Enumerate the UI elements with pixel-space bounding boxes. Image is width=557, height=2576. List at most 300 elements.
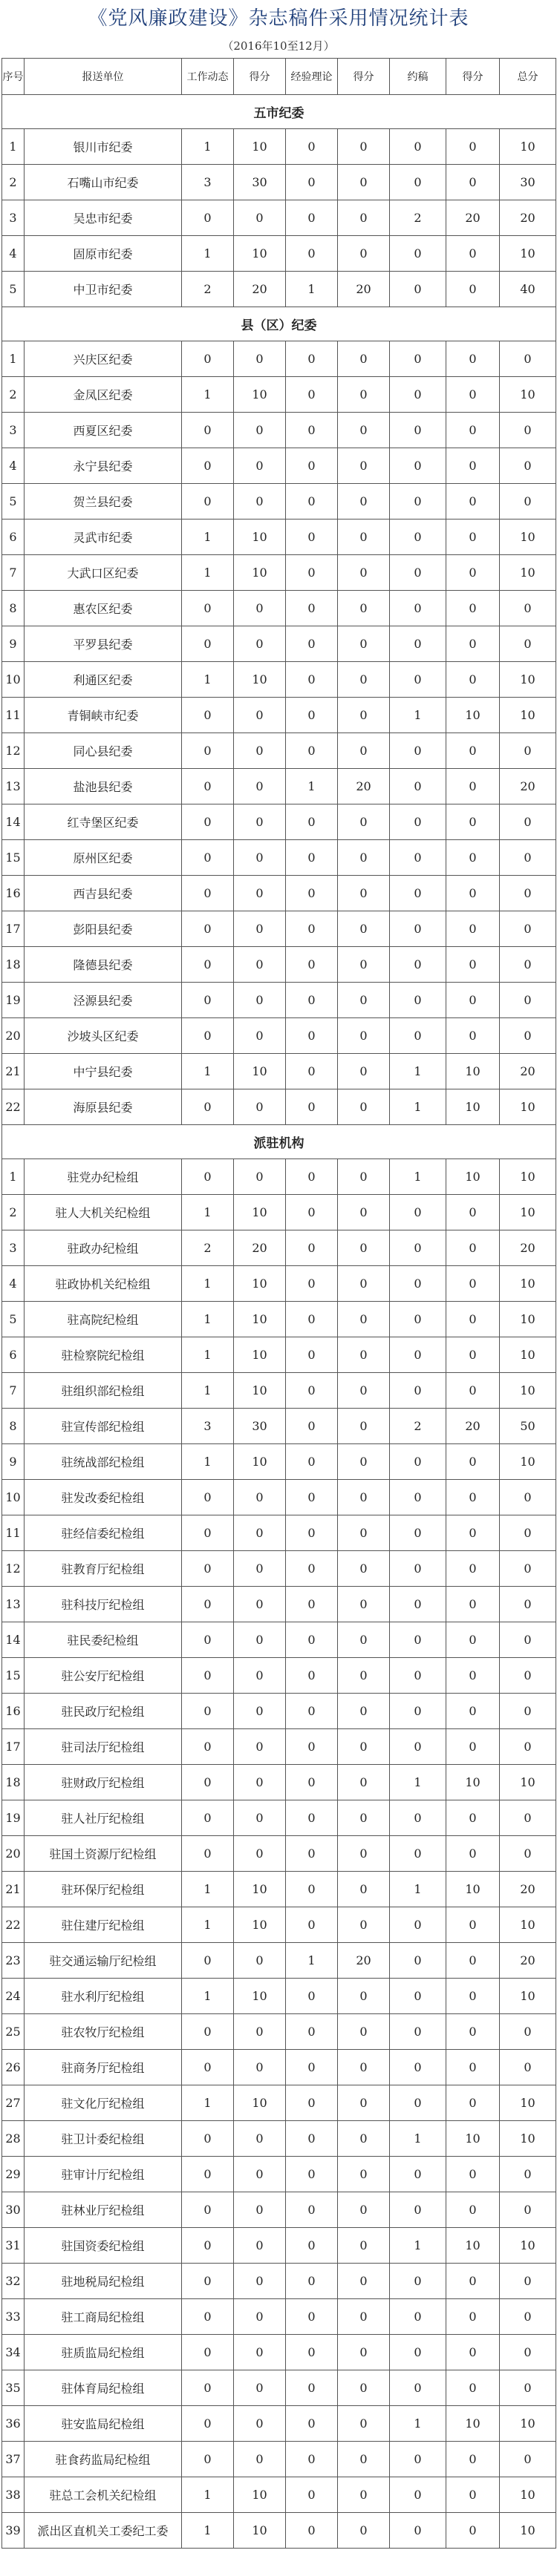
row-index: 1 — [2, 129, 25, 165]
row-score-1: 10 — [234, 2477, 286, 2513]
table-row — [2, 448, 556, 484]
row-total: 20 — [500, 769, 556, 804]
row-score-3: 0 — [446, 1444, 500, 1480]
table-row — [2, 1230, 556, 1266]
row-commissioned: 0 — [390, 1018, 446, 1054]
row-score-2: 0 — [338, 911, 390, 947]
row-index: 21 — [2, 1054, 25, 1089]
row-score-2: 0 — [338, 2192, 390, 2228]
row-total: 0 — [500, 2370, 556, 2406]
row-commissioned: 0 — [390, 2157, 446, 2192]
row-work-news: 2 — [182, 272, 234, 307]
row-commissioned: 0 — [390, 1907, 446, 1943]
row-theory: 0 — [286, 1872, 338, 1907]
row-total: 10 — [500, 555, 556, 591]
row-unit: 驻发改委纪检组 — [25, 1480, 182, 1515]
row-score-2: 0 — [338, 2121, 390, 2157]
row-index: 20 — [2, 1018, 25, 1054]
row-index: 6 — [2, 520, 25, 555]
row-unit: 驻检察院纪检组 — [25, 1337, 182, 1373]
row-theory: 0 — [286, 129, 338, 165]
row-index: 26 — [2, 2050, 25, 2085]
row-score-1: 0 — [234, 1765, 286, 1800]
row-theory: 0 — [286, 1480, 338, 1515]
row-commissioned: 0 — [390, 662, 446, 698]
table-row — [2, 1409, 556, 1444]
row-index: 33 — [2, 2299, 25, 2335]
row-total: 0 — [500, 1480, 556, 1515]
row-score-3: 0 — [446, 2335, 500, 2370]
row-score-1: 0 — [234, 1159, 286, 1195]
row-commissioned: 0 — [390, 236, 446, 272]
row-total: 10 — [500, 377, 556, 413]
row-index: 5 — [2, 272, 25, 307]
row-score-2: 0 — [338, 2477, 390, 2513]
row-index: 29 — [2, 2157, 25, 2192]
table-row — [2, 377, 556, 413]
row-score-2: 0 — [338, 377, 390, 413]
row-score-1: 0 — [234, 2370, 286, 2406]
row-score-2: 0 — [338, 2513, 390, 2549]
row-index: 22 — [2, 1089, 25, 1125]
table-row — [2, 840, 556, 876]
row-theory: 0 — [286, 698, 338, 733]
row-theory: 0 — [286, 1658, 338, 1694]
row-commissioned: 0 — [390, 1622, 446, 1658]
table-row — [2, 1195, 556, 1230]
row-commissioned: 1 — [390, 1872, 446, 1907]
row-theory: 0 — [286, 2085, 338, 2121]
row-score-1: 0 — [234, 200, 286, 236]
row-work-news: 0 — [182, 2014, 234, 2050]
row-score-1: 0 — [234, 2264, 286, 2299]
row-index: 13 — [2, 1587, 25, 1622]
row-score-2: 0 — [338, 1694, 390, 1729]
row-unit: 永宁县纪委 — [25, 448, 182, 484]
row-score-3: 0 — [446, 2014, 500, 2050]
row-unit: 驻农牧厅纪检组 — [25, 2014, 182, 2050]
row-theory: 0 — [286, 1729, 338, 1765]
table-row — [2, 1907, 556, 1943]
row-score-3: 0 — [446, 448, 500, 484]
row-work-news: 1 — [182, 555, 234, 591]
row-total: 20 — [500, 1943, 556, 1979]
col-header-theory: 经验理论 — [286, 59, 338, 95]
row-theory: 0 — [286, 1054, 338, 1089]
table-row — [2, 1515, 556, 1551]
row-score-3: 10 — [446, 1089, 500, 1125]
row-score-3: 0 — [446, 840, 500, 876]
stats-table — [1, 58, 556, 2549]
row-score-1: 10 — [234, 2513, 286, 2549]
row-theory: 0 — [286, 1444, 338, 1480]
row-score-1: 10 — [234, 1054, 286, 1089]
row-commissioned: 0 — [390, 2085, 446, 2121]
row-theory: 0 — [286, 1266, 338, 1302]
row-index: 25 — [2, 2014, 25, 2050]
row-score-3: 10 — [446, 1872, 500, 1907]
row-score-3: 0 — [446, 591, 500, 626]
row-work-news: 0 — [182, 804, 234, 840]
row-score-1: 10 — [234, 236, 286, 272]
row-theory: 0 — [286, 448, 338, 484]
date-range-subtitle: （2016年10至12月） — [222, 39, 335, 53]
row-score-3: 10 — [446, 2406, 500, 2442]
row-index: 4 — [2, 1266, 25, 1302]
table-row — [2, 662, 556, 698]
row-commissioned: 0 — [390, 1373, 446, 1409]
row-commissioned: 0 — [390, 129, 446, 165]
row-unit: 驻国资委纪检组 — [25, 2228, 182, 2264]
row-work-news: 0 — [182, 1622, 234, 1658]
row-commissioned: 0 — [390, 2477, 446, 2513]
row-theory: 0 — [286, 1018, 338, 1054]
row-work-news: 1 — [182, 129, 234, 165]
row-total: 10 — [500, 2121, 556, 2157]
row-unit: 驻住建厅纪检组 — [25, 1907, 182, 1943]
col-header-score-2: 得分 — [338, 59, 390, 95]
row-score-2: 0 — [338, 1587, 390, 1622]
row-score-3: 0 — [446, 129, 500, 165]
row-commissioned: 0 — [390, 1694, 446, 1729]
row-total: 0 — [500, 2299, 556, 2335]
row-score-2: 0 — [338, 2264, 390, 2299]
row-work-news: 3 — [182, 165, 234, 200]
row-unit: 驻质监局纪检组 — [25, 2335, 182, 2370]
row-score-2: 0 — [338, 876, 390, 911]
row-total: 0 — [500, 804, 556, 840]
row-score-1: 10 — [234, 1302, 286, 1337]
row-unit: 驻经信委纪检组 — [25, 1515, 182, 1551]
row-total: 0 — [500, 484, 556, 520]
row-score-1: 0 — [234, 1943, 286, 1979]
row-work-news: 0 — [182, 2335, 234, 2370]
row-score-2: 0 — [338, 1018, 390, 1054]
row-theory: 0 — [286, 1089, 338, 1125]
row-index: 2 — [2, 377, 25, 413]
row-commissioned: 0 — [390, 1979, 446, 2014]
col-header-score-3: 得分 — [446, 59, 500, 95]
row-score-2: 0 — [338, 2157, 390, 2192]
row-commissioned: 0 — [390, 1836, 446, 1872]
row-total: 10 — [500, 2406, 556, 2442]
row-score-3: 0 — [446, 1230, 500, 1266]
row-commissioned: 0 — [390, 769, 446, 804]
row-unit: 红寺堡区纪委 — [25, 804, 182, 840]
row-total: 10 — [500, 1302, 556, 1337]
row-total: 0 — [500, 1800, 556, 1836]
table-row — [2, 555, 556, 591]
row-unit: 驻统战部纪检组 — [25, 1444, 182, 1480]
row-work-news: 0 — [182, 733, 234, 769]
row-score-1: 0 — [234, 1729, 286, 1765]
col-header-total: 总分 — [500, 59, 556, 95]
row-work-news: 1 — [182, 1195, 234, 1230]
row-index: 7 — [2, 1373, 25, 1409]
row-index: 5 — [2, 1302, 25, 1337]
row-commissioned: 1 — [390, 1089, 446, 1125]
row-theory: 0 — [286, 555, 338, 591]
row-commissioned: 0 — [390, 1337, 446, 1373]
row-total: 0 — [500, 1836, 556, 1872]
row-score-2: 0 — [338, 2370, 390, 2406]
row-commissioned: 1 — [390, 2406, 446, 2442]
table-row — [2, 2335, 556, 2370]
row-score-2: 0 — [338, 2335, 390, 2370]
table-row — [2, 165, 556, 200]
col-header-unit: 报送单位 — [25, 59, 182, 95]
row-unit: 驻水利厅纪检组 — [25, 1979, 182, 2014]
row-unit: 彭阳县纪委 — [25, 911, 182, 947]
row-score-3: 10 — [446, 1054, 500, 1089]
row-commissioned: 0 — [390, 1444, 446, 1480]
row-score-2: 0 — [338, 520, 390, 555]
row-theory: 0 — [286, 484, 338, 520]
row-theory: 0 — [286, 1622, 338, 1658]
row-total: 0 — [500, 591, 556, 626]
row-score-3: 0 — [446, 1729, 500, 1765]
row-score-1: 0 — [234, 626, 286, 662]
row-unit: 同心县纪委 — [25, 733, 182, 769]
row-work-news: 0 — [182, 1089, 234, 1125]
row-theory: 0 — [286, 2121, 338, 2157]
row-theory: 0 — [286, 1587, 338, 1622]
row-unit: 驻商务厅纪检组 — [25, 2050, 182, 2085]
table-row — [2, 2442, 556, 2477]
row-theory: 0 — [286, 2157, 338, 2192]
row-unit: 驻地税局纪检组 — [25, 2264, 182, 2299]
row-commissioned: 1 — [390, 2121, 446, 2157]
row-unit: 驻安监局纪检组 — [25, 2406, 182, 2442]
table-row — [2, 1694, 556, 1729]
row-commissioned: 2 — [390, 200, 446, 236]
row-score-1: 30 — [234, 165, 286, 200]
row-score-2: 0 — [338, 1409, 390, 1444]
row-index: 3 — [2, 413, 25, 448]
row-theory: 0 — [286, 1373, 338, 1409]
row-total: 10 — [500, 1159, 556, 1195]
row-score-3: 0 — [446, 1836, 500, 1872]
row-score-1: 0 — [234, 1800, 286, 1836]
row-work-news: 1 — [182, 2477, 234, 2513]
row-score-2: 0 — [338, 983, 390, 1018]
row-index: 30 — [2, 2192, 25, 2228]
col-header-commissioned: 约稿 — [390, 59, 446, 95]
row-commissioned: 0 — [390, 2442, 446, 2477]
row-unit: 驻总工会机关纪检组 — [25, 2477, 182, 2513]
row-score-2: 0 — [338, 1622, 390, 1658]
row-theory: 0 — [286, 1409, 338, 1444]
table-row — [2, 1872, 556, 1907]
row-total: 10 — [500, 2513, 556, 2549]
row-score-2: 0 — [338, 2406, 390, 2442]
row-unit: 灵武市纪委 — [25, 520, 182, 555]
row-score-3: 0 — [446, 662, 500, 698]
row-score-3: 0 — [446, 2477, 500, 2513]
row-score-2: 0 — [338, 200, 390, 236]
row-work-news: 0 — [182, 983, 234, 1018]
row-unit: 驻教育厅纪检组 — [25, 1551, 182, 1587]
row-score-2: 0 — [338, 1872, 390, 1907]
row-total: 0 — [500, 341, 556, 377]
row-score-2: 0 — [338, 2442, 390, 2477]
row-commissioned: 1 — [390, 2228, 446, 2264]
row-unit: 驻人大机关纪检组 — [25, 1195, 182, 1230]
row-theory: 1 — [286, 1943, 338, 1979]
row-score-1: 0 — [234, 911, 286, 947]
row-commissioned: 0 — [390, 1551, 446, 1587]
table-row — [2, 1337, 556, 1373]
row-score-3: 0 — [446, 2264, 500, 2299]
row-total: 0 — [500, 733, 556, 769]
row-score-3: 0 — [446, 1302, 500, 1337]
row-unit: 驻交通运输厅纪检组 — [25, 1943, 182, 1979]
row-unit: 驻文化厅纪检组 — [25, 2085, 182, 2121]
row-commissioned: 1 — [390, 1159, 446, 1195]
row-theory: 1 — [286, 769, 338, 804]
row-score-3: 10 — [446, 1765, 500, 1800]
row-score-1: 10 — [234, 1195, 286, 1230]
row-score-2: 0 — [338, 1515, 390, 1551]
row-theory: 0 — [286, 1230, 338, 1266]
row-unit: 金凤区纪委 — [25, 377, 182, 413]
row-score-1: 0 — [234, 2299, 286, 2335]
row-theory: 0 — [286, 413, 338, 448]
row-total: 10 — [500, 1907, 556, 1943]
row-unit: 驻民政厅纪检组 — [25, 1694, 182, 1729]
table-row — [2, 911, 556, 947]
row-index: 3 — [2, 1230, 25, 1266]
table-row — [2, 1587, 556, 1622]
row-unit: 驻财政厅纪检组 — [25, 1765, 182, 1800]
row-work-news: 0 — [182, 947, 234, 983]
row-score-1: 0 — [234, 591, 286, 626]
row-index: 10 — [2, 1480, 25, 1515]
row-score-2: 0 — [338, 1836, 390, 1872]
row-commissioned: 0 — [390, 555, 446, 591]
row-total: 10 — [500, 1373, 556, 1409]
row-score-2: 0 — [338, 1907, 390, 1943]
row-score-1: 10 — [234, 1337, 286, 1373]
table-row — [2, 341, 556, 377]
row-work-news: 1 — [182, 2085, 234, 2121]
row-unit: 惠农区纪委 — [25, 591, 182, 626]
row-score-1: 0 — [234, 1018, 286, 1054]
row-index: 18 — [2, 947, 25, 983]
table-row — [2, 1266, 556, 1302]
row-commissioned: 0 — [390, 2192, 446, 2228]
table-row — [2, 698, 556, 733]
row-index: 11 — [2, 1515, 25, 1551]
row-score-2: 0 — [338, 413, 390, 448]
row-score-2: 0 — [338, 626, 390, 662]
row-work-news: 0 — [182, 2264, 234, 2299]
row-work-news: 1 — [182, 1302, 234, 1337]
row-total: 0 — [500, 876, 556, 911]
row-score-1: 10 — [234, 1979, 286, 2014]
row-index: 27 — [2, 2085, 25, 2121]
row-commissioned: 0 — [390, 377, 446, 413]
row-index: 4 — [2, 236, 25, 272]
row-theory: 0 — [286, 840, 338, 876]
table-row — [2, 1836, 556, 1872]
row-score-1: 10 — [234, 1444, 286, 1480]
row-commissioned: 1 — [390, 1765, 446, 1800]
row-index: 31 — [2, 2228, 25, 2264]
row-score-3: 0 — [446, 1551, 500, 1587]
row-index: 34 — [2, 2335, 25, 2370]
row-theory: 0 — [286, 1694, 338, 1729]
row-theory: 0 — [286, 1159, 338, 1195]
section-header-row — [2, 95, 556, 129]
row-score-1: 0 — [234, 2050, 286, 2085]
row-index: 1 — [2, 341, 25, 377]
row-score-2: 0 — [338, 1551, 390, 1587]
row-unit: 驻工商局纪检组 — [25, 2299, 182, 2335]
row-work-news: 0 — [182, 840, 234, 876]
row-work-news: 0 — [182, 448, 234, 484]
row-theory: 0 — [286, 1337, 338, 1373]
row-score-3: 0 — [446, 2513, 500, 2549]
row-unit: 固原市纪委 — [25, 236, 182, 272]
row-score-3: 0 — [446, 1979, 500, 2014]
table-body — [2, 95, 556, 2549]
row-unit: 驻人社厅纪检组 — [25, 1800, 182, 1836]
row-index: 14 — [2, 804, 25, 840]
row-total: 10 — [500, 2228, 556, 2264]
row-index: 12 — [2, 1551, 25, 1587]
row-score-3: 0 — [446, 484, 500, 520]
table-row — [2, 413, 556, 448]
table-row — [2, 129, 556, 165]
row-unit: 中宁县纪委 — [25, 1054, 182, 1089]
row-score-1: 10 — [234, 377, 286, 413]
row-score-3: 0 — [446, 1515, 500, 1551]
row-unit: 平罗县纪委 — [25, 626, 182, 662]
row-score-2: 0 — [338, 341, 390, 377]
row-work-news: 0 — [182, 1943, 234, 1979]
row-commissioned: 0 — [390, 1658, 446, 1694]
row-score-1: 10 — [234, 555, 286, 591]
row-theory: 0 — [286, 1907, 338, 1943]
row-score-1: 0 — [234, 876, 286, 911]
row-score-1: 0 — [234, 1089, 286, 1125]
row-commissioned: 0 — [390, 983, 446, 1018]
table-row — [2, 1800, 556, 1836]
row-score-2: 0 — [338, 1302, 390, 1337]
row-score-3: 0 — [446, 2370, 500, 2406]
row-score-1: 10 — [234, 520, 286, 555]
row-total: 10 — [500, 1195, 556, 1230]
row-theory: 0 — [286, 2014, 338, 2050]
table-row — [2, 2157, 556, 2192]
row-total: 10 — [500, 2085, 556, 2121]
row-score-2: 0 — [338, 2014, 390, 2050]
col-header-index: 序号 — [2, 59, 25, 95]
row-theory: 0 — [286, 911, 338, 947]
row-total: 0 — [500, 840, 556, 876]
row-commissioned: 0 — [390, 2014, 446, 2050]
row-score-3: 0 — [446, 1018, 500, 1054]
row-score-3: 0 — [446, 804, 500, 840]
row-commissioned: 0 — [390, 341, 446, 377]
row-index: 19 — [2, 983, 25, 1018]
row-theory: 0 — [286, 2335, 338, 2370]
row-index: 2 — [2, 1195, 25, 1230]
row-work-news: 1 — [182, 662, 234, 698]
row-theory: 0 — [286, 377, 338, 413]
row-work-news: 1 — [182, 236, 234, 272]
